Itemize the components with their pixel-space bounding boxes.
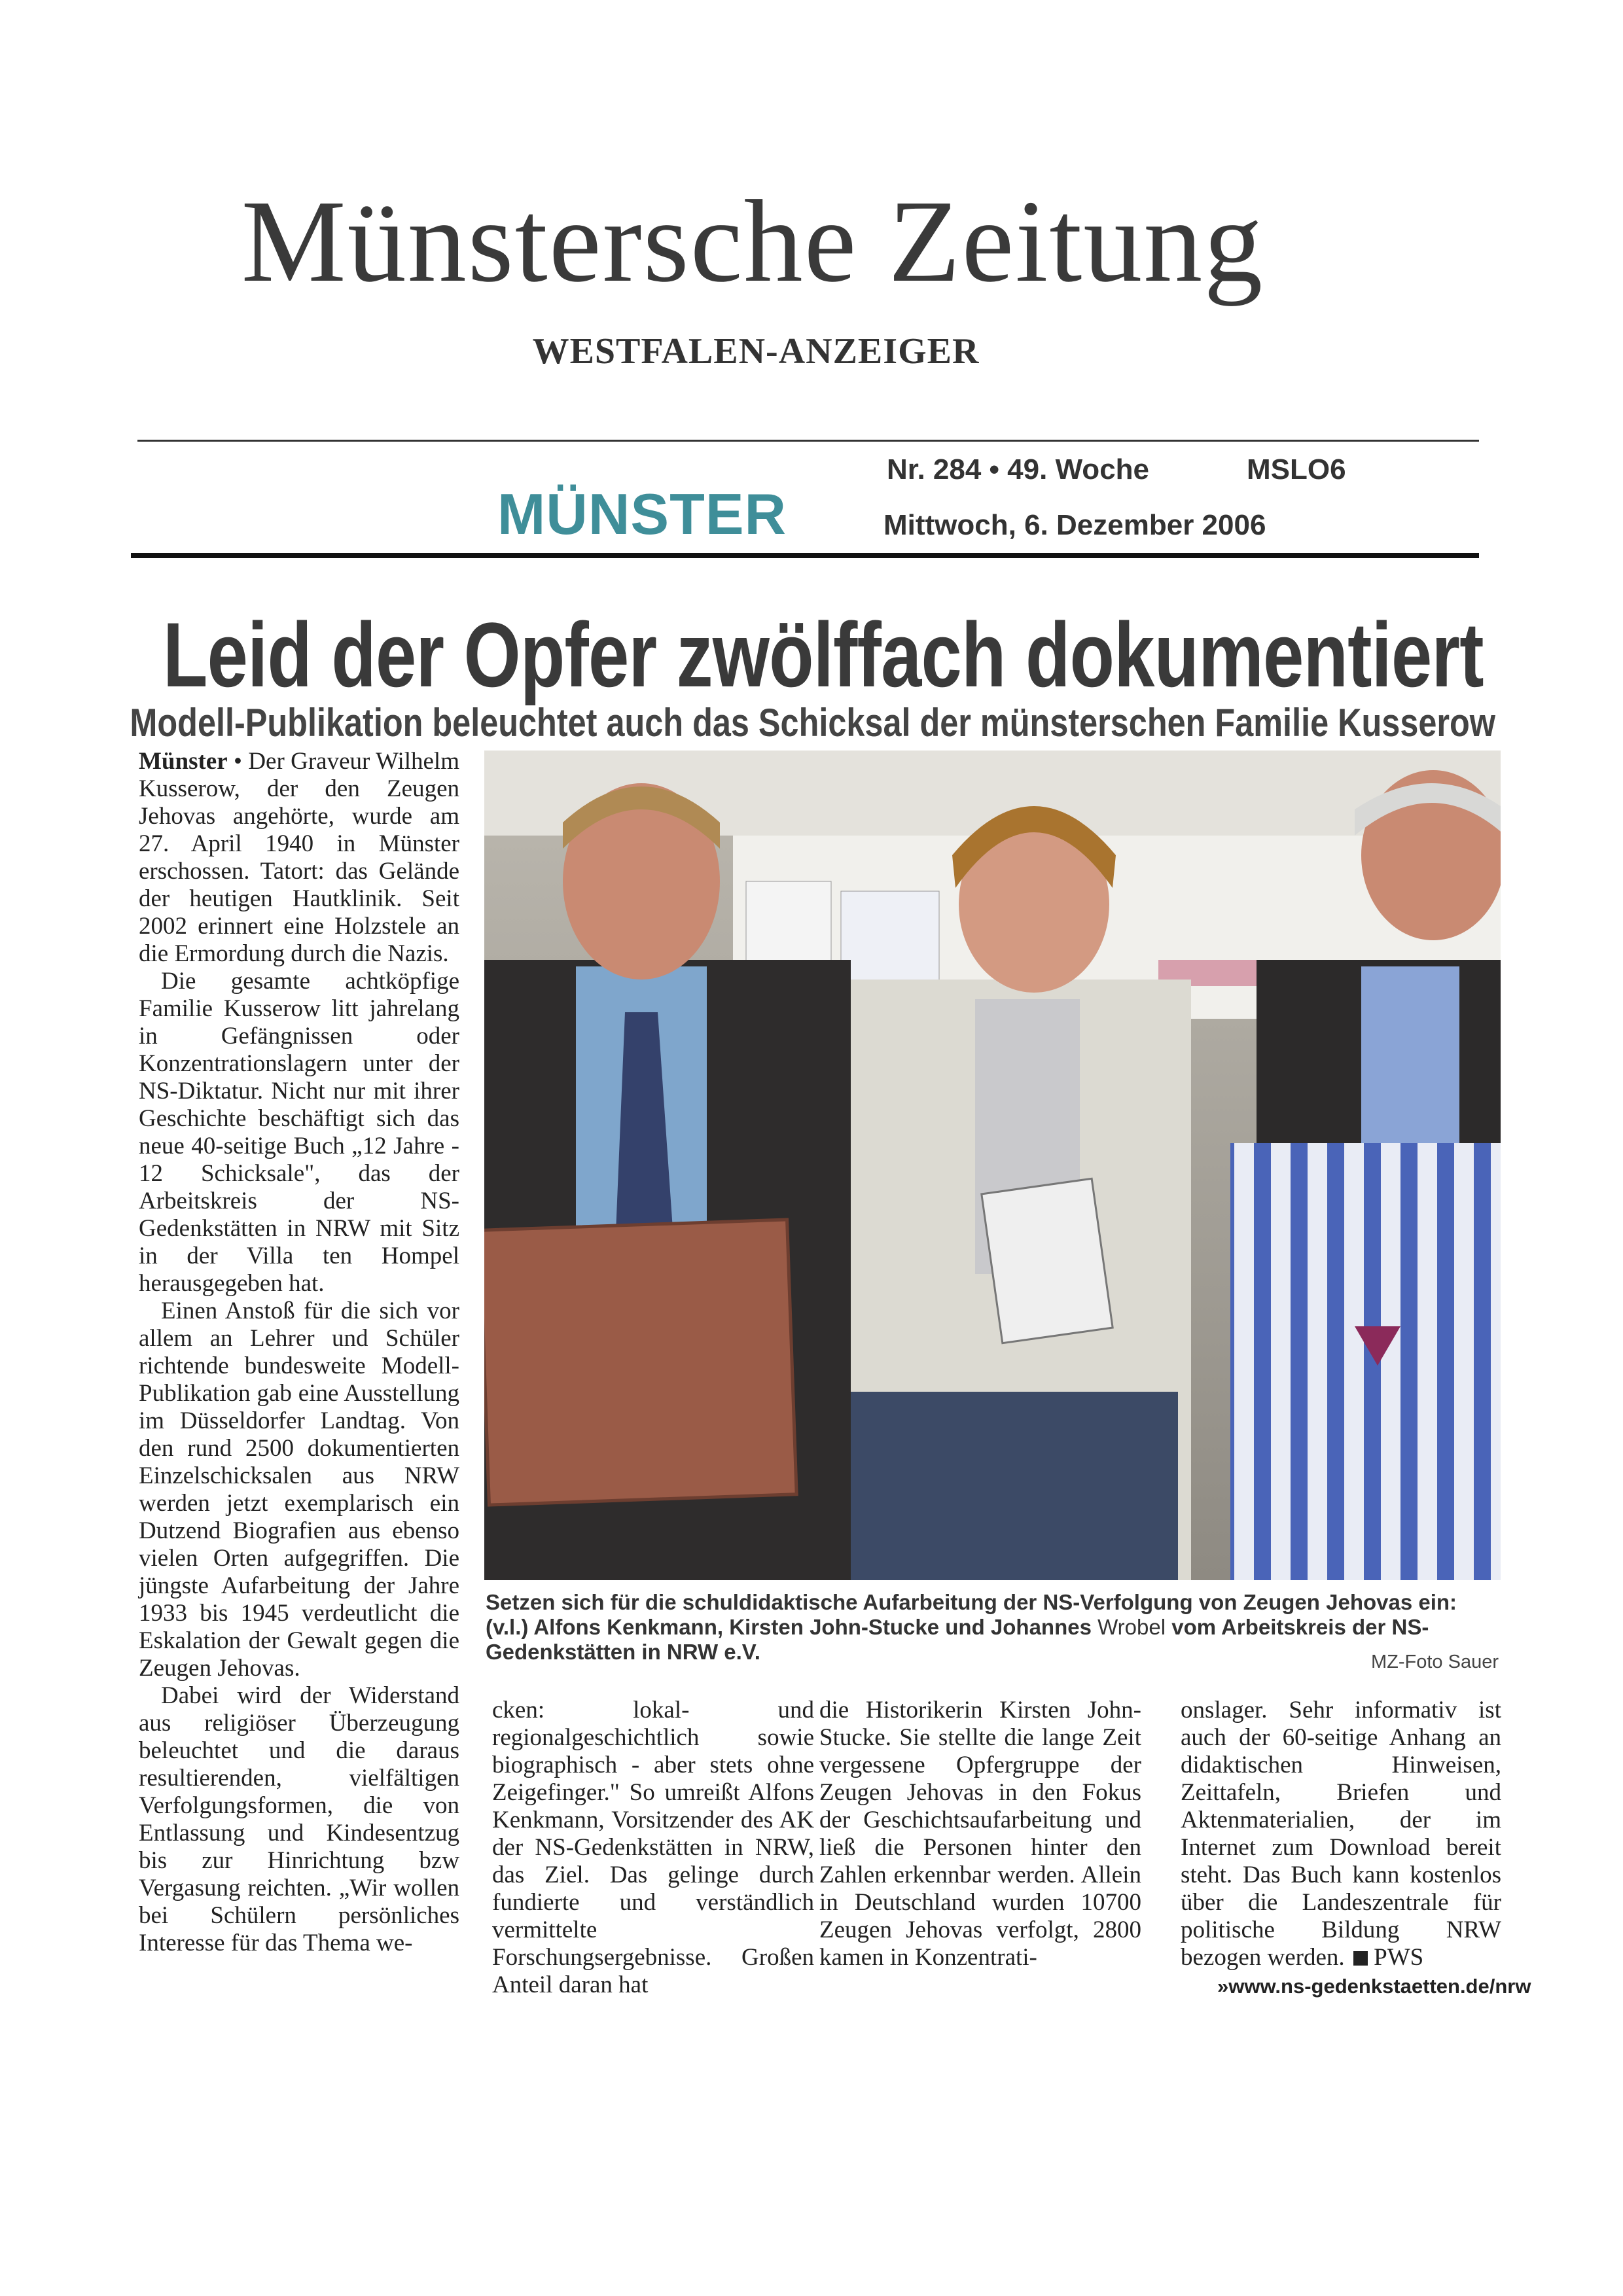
newspaper-title: Münstersche Zeitung [241, 176, 1264, 306]
column-4-text: onslager. Sehr informativ ist auch der 60-seitige Anhang an didaktischen Hinweisen, Zeittafeln, Briefen und Aktenmaterialien, der im Internet zum Download bereit steht. Das Buch kann kostenlos über die Landeszentrale für politische Bildung NRW bezogen werden. [1181, 1697, 1501, 1971]
article-column-1 [139, 748, 459, 1957]
held-book [982, 1178, 1113, 1343]
newspaper-subtitle: WESTFALEN-ANZEIGER [532, 331, 980, 372]
column-3-text: die Historikerin Kirsten John-Stucke. Sie stellte die lange Zeit vergessene Opfergruppe der Zeugen Jehovas in den Fokus der Geschichtsaufarbeitung und ließ die Personen hinter den Zahlen erkennbar werden. Allein in Deutschland wurden 10700 Zeugen Jehovas verfolgt, 2800 kamen in Konzentrati- [819, 1697, 1141, 1971]
caption-text-c: vom Arbeitskreis der NS-Gedenkstätten in NRW e.V. [486, 1615, 1429, 1664]
end-mark [1353, 1951, 1368, 1966]
paragraph-4: Dabei wird der Widerstand aus religiöser Überzeugung beleuchtet und die daraus resultierenden, vielfältigen Verfolgungsformen, die von Entlassung und Kindesentzug bis zur Hinrichtung bzw Vergasung reichten. „Wir wollen bei Schülern persönliches Interesse für das Thema we- [139, 1682, 459, 1956]
edition-code: MSLO6 [1247, 453, 1346, 486]
person-middle-jeans [851, 1392, 1178, 1580]
article-column-2 [492, 1697, 814, 1999]
article-photo [484, 751, 1501, 1580]
column-2-text: cken: lokal- und regionalgeschichtlich sowie biographisch - aber stets ohne Zeigefinger." So umreißt Alfons Kenkmann, Vorsitzender des AK der NS-Gedenkstätten in NRW, das Ziel. Das gelinge durch fundierte und verständlich vermittelte Forschungsergebnisse. Großen Anteil daran hat [492, 1697, 814, 1998]
paragraph-1: Münster • Der Graveur Wilhelm Kusserow, der den Zeugen Jehovas angehörte, wurde am 27. April 1940 in Münster erschossen. Tatort: das Gelände der heutigen Hautklinik. Seit 2002 erinnert eine Holzstele an die Ermordung durch die Nazis. [139, 748, 459, 967]
book-display-2 [841, 891, 939, 983]
web-link[interactable]: »www.ns-gedenkstaetten.de/nrw [1217, 1975, 1531, 1998]
header-rule-bottom [131, 553, 1479, 558]
header-rule-top [137, 440, 1479, 442]
caption-text-b: Wrobel [1097, 1615, 1166, 1639]
article-subheadline: Modell-Publikation beleuchtet auch das Schicksal der münsterschen Familie Kusserow [130, 701, 1495, 745]
camp-uniform [1230, 1143, 1501, 1580]
dateline: Münster [139, 748, 228, 775]
article-column-3 [819, 1697, 1141, 1971]
column-4-paragraph [1181, 1697, 1501, 1971]
caption-text-a: Setzen sich für die schuldidaktische Aufarbeitung der NS-Verfolgung von Zeugen Jehovas ein: (v.l.) Alfons Kenkmann, Kirsten John-Stucke und Johannes [486, 1590, 1457, 1639]
issue-date: Mittwoch, 6. Dezember 2006 [883, 509, 1266, 541]
section-label: MÜNSTER [497, 482, 787, 546]
paragraph-3: Einen Anstoß für die sich vor allem an Lehrer und Schüler richtende bundesweite Modell-Publikation gab eine Ausstellung im Düsseldorfer Landtag. Von den rund 2500 dokumentierten Einzelschicksalen aus NRW werden jetzt exemplarisch ein Dutzend Biografien aus ebenso vielen Orten aufgegriffen. Die jüngste Aufarbeitung der Jahre 1933 bis 1945 verdeutlicht die Eskalation der Gewalt gegen die Zeugen Jehovas. [139, 1298, 459, 1682]
photo-credit: MZ-Foto Sauer [1371, 1651, 1499, 1672]
paragraph-1-text: Der Graveur Wilhelm Kusserow, der den Zeugen Jehovas angehörte, wurde am 27. April 1940 in Münster erschossen. Tatort: das Gelände der heutigen Hautklinik. Seit 2002 erinnert eine Holzstele an die Ermordung durch die Nazis. [139, 748, 459, 967]
article-headline: Leid der Opfer zwölffach dokumentiert [163, 603, 1484, 706]
issue-number: Nr. 284 • 49. Woche [887, 453, 1150, 486]
article-column-4 [1181, 1697, 1501, 1971]
memorial-plaque [484, 1220, 796, 1505]
author-initials: PWS [1374, 1944, 1424, 1971]
paragraph-2: Die gesamte achtköpfige Familie Kusserow litt jahrelang in Gefängnissen oder Konzentrationslagern unter der NS-Diktatur. Nicht nur mit ihrer Geschichte beschäftigt sich das neue 40-seitige Buch „12 Jahre - 12 Schicksale", das der Arbeitskreis der NS-Gedenkstätten in NRW mit Sitz in der Villa ten Hompel herausgegeben hat. [139, 968, 459, 1297]
